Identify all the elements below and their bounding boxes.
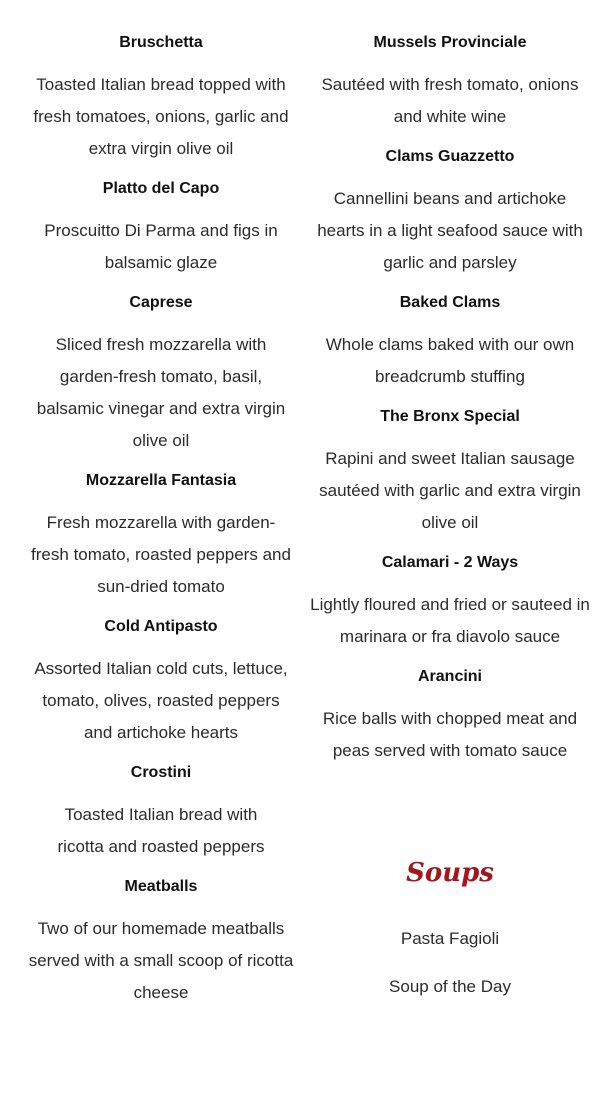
menu-item-name: Caprese	[129, 294, 193, 311]
menu-item-description: Toasted Italian bread with ricotta and roasted peppers	[57, 805, 265, 856]
menu-item	[16, 33, 306, 165]
right-menu-column	[305, 0, 595, 1003]
menu-item-name: Platto del Capo	[102, 180, 220, 197]
menu-item	[16, 471, 306, 603]
menu-item-name: Meatballs	[124, 878, 198, 895]
left-menu-column	[16, 0, 306, 1009]
menu-item	[305, 553, 595, 653]
menu-item-description: Two of our homemade meatballs served with a small scoop of ricotta cheese	[28, 919, 294, 1002]
soups-section	[305, 857, 595, 1003]
menu-item-name: Clams Guazzetto	[385, 148, 515, 165]
menu-item-description: Assorted Italian cold cuts, lettuce, tomato, olives, roasted peppers and artichoke hearts	[34, 659, 288, 742]
soups-heading: Soups	[406, 858, 494, 888]
menu-item-description: Whole clams baked with our own breadcrumb stuffing	[325, 335, 575, 386]
menu-item-description: Fresh mozzarella with garden-fresh tomato, roasted peppers and sun-dried tomato	[31, 513, 291, 596]
menu-item-description: Toasted Italian bread topped with fresh tomatoes, onions, garlic and extra virgin olive oil	[33, 75, 289, 158]
menu-item-description: Cannellini beans and artichoke hearts in a light seafood sauce with garlic and parsley	[317, 189, 583, 272]
menu-item-description: Proscuitto Di Parma and figs in balsamic glaze	[44, 221, 278, 272]
menu-item-name: Bruschetta	[119, 34, 203, 51]
menu-item-name: Cold Antipasto	[104, 618, 218, 635]
menu-item-name: Arancini	[417, 668, 482, 685]
menu-item-description: Lightly floured and fried or sauteed in marinara or fra diavolo sauce	[310, 595, 590, 646]
menu-item-description: Rice balls with chopped meat and peas served with tomato sauce	[322, 709, 578, 760]
menu-item-name: Calamari - 2 Ways	[381, 554, 519, 571]
menu-item	[16, 877, 306, 1009]
soup-item: Pasta Fagioli	[400, 929, 500, 948]
menu-item-description: Rapini and sweet Italian sausage sautéed with garlic and extra virgin olive oil	[319, 449, 581, 532]
menu-item	[16, 617, 306, 749]
menu-item-name: Baked Clams	[399, 294, 501, 311]
menu-item-description: Sliced fresh mozzarella with garden-fresh tomato, basil, balsamic vinegar and extra virgin olive oil	[36, 335, 286, 450]
menu-item	[305, 147, 595, 279]
menu-item	[16, 763, 306, 863]
menu-item	[305, 33, 595, 133]
menu-item	[305, 293, 595, 393]
menu-item	[16, 179, 306, 279]
menu-item	[305, 667, 595, 767]
menu-item-description: Sautéed with fresh tomato, onions and white wine	[321, 75, 579, 126]
menu-item-name: Mussels Provinciale	[373, 34, 527, 51]
soup-item: Soup of the Day	[389, 977, 511, 996]
menu-item-name: Crostini	[130, 764, 192, 781]
menu-item-name: The Bronx Special	[380, 408, 520, 425]
menu-item	[305, 407, 595, 539]
menu-item-name: Mozzarella Fantasia	[85, 472, 237, 489]
menu-item	[16, 293, 306, 457]
